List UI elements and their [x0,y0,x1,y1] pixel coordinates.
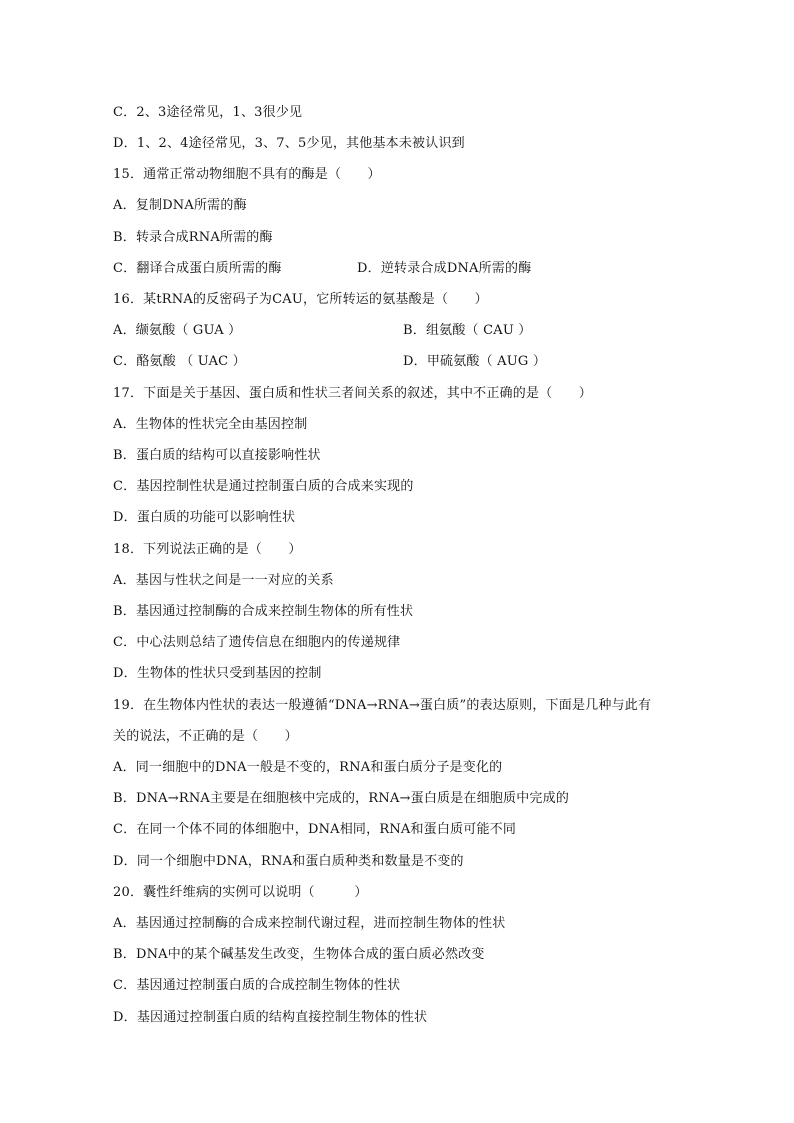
option-a-q18: A．基因与性状之间是一一对应的关系 [113,573,334,588]
option-c-q19: C．在同一个体不同的体细胞中，DNA相同，RNA和蛋白质可能不同 [113,822,517,837]
question-18: 18．下列说法正确的是（ ） [113,542,302,557]
option-b-q19: B．DNA→RNA主要是在细胞核中完成的，RNA→蛋白质是在细胞质中完成的 [113,791,570,806]
option-d-q17: D．蛋白质的功能可以影响性状 [113,510,296,525]
question-17: 17．下面是关于基因、蛋白质和性状三者间关系的叙述，其中不正确的是（ ） [113,386,592,401]
option-b-q20: B．DNA中的某个碱基发生改变，生物体合成的蛋白质必然改变 [113,947,485,962]
option-d-q15: D．逆转录合成DNA所需的酶 [357,261,532,276]
question-16: 16．某tRNA的反密码子为CAU，它所转运的氨基酸是（ ） [113,292,488,307]
option-c-q20: C．基因通过控制蛋白质的合成控制生物体的性状 [113,978,401,993]
question-15: 15．通常正常动物细胞不具有的酶是（ ） [113,167,381,182]
option-c-q18: C．中心法则总结了遗传信息在细胞内的传递规律 [113,635,401,650]
option-a-q15: A．复制DNA所需的酶 [113,198,247,213]
option-b-q18: B．基因通过控制酶的合成来控制生物体的所有性状 [113,604,414,619]
option-b-q15: B．转录合成RNA所需的酶 [113,230,273,245]
option-a-q19: A．同一细胞中的DNA一般是不变的，RNA和蛋白质分子是变化的 [113,760,503,775]
option-c-q16: C．酪氨酸 （ UAC ） [113,354,246,369]
question-19: 19．在生物体内性状的表达一般遵循“DNA→RNA→蛋白质”的表达原则，下面是几种与此有 [113,698,652,713]
option-c-q17: C．基因控制性状是通过控制蛋白质的合成来实现的 [113,479,414,494]
option-c-q15: C．翻译合成蛋白质所需的酶 [113,261,282,276]
question-19-continued: 关的说法，不正确的是（ ） [113,729,298,744]
option-d-q14: D．1、2、4途径常见，3、7、5少见，其他基本未被认识到 [113,136,465,151]
option-b-q17: B．蛋白质的结构可以直接影响性状 [113,448,321,463]
option-d-q18: D．生物体的性状只受到基因的控制 [113,666,322,681]
option-c-q14: C．2、3途径常见，1、3很少见 [113,105,303,120]
option-d-q19: D．同一个细胞中DNA，RNA和蛋白质种类和数量是不变的 [113,854,464,869]
option-a-q17: A．生物体的性状完全由基因控制 [113,417,308,432]
question-20: 20．囊性纤维病的实例可以说明（ ） [113,885,368,900]
option-a-q20: A．基因通过控制酶的合成来控制代谢过程，进而控制生物体的性状 [113,916,506,931]
option-b-q16: B．组氨酸（ CAU ） [403,323,532,338]
option-d-q20: D．基因通过控制蛋白质的结构直接控制生物体的性状 [113,1010,428,1025]
option-d-q16: D．甲硫氨酸（ AUG ） [403,354,547,369]
option-a-q16: A．缬氨酸（ GUA ） [113,323,242,338]
